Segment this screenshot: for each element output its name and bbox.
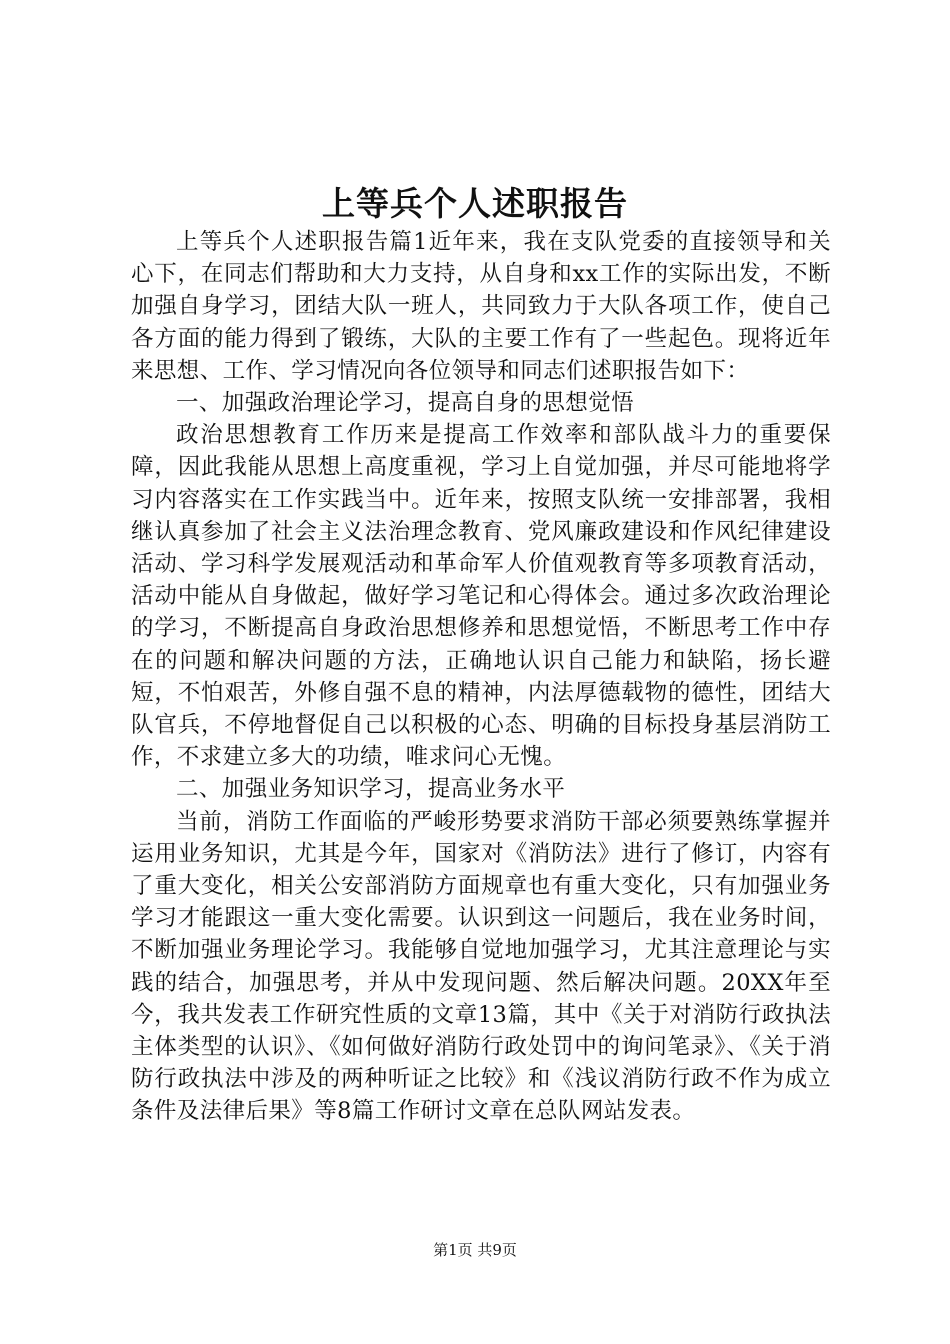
section-2-paragraph: 当前，消防工作面临的严峻形势要求消防干部必须要熟练掌握并运用业务知识，尤其是今年，国家对《消防法》进行了修订，内容有了重大变化，相关公安部消防方面规章也有重大变化，只有加强业务学习才能跟这一重大变化需要。认识到这一问题后，我在业务时间，不断加强业务理论学习。我能够自觉地加强学习，尤其注意理论与实践的结合，加强思考，并从中发现问题、然后解决问题。20XX年至今，我共发表工作研究性质的文章13篇，其中《关于对消防行政执法主体类型的认识》、《如何做好消防行政处罚中的询问笔录》、《关于消防行政执法中涉及的两种听证之比较》和《浅议消防行政不作为成立条件及法律后果》等8篇工作研讨文章在总队网站发表。 <box>131 808 831 1125</box>
section-heading-1: 一、加强政治理论学习，提高自身的思想觉悟 <box>176 390 635 417</box>
document-title: 上等兵个人述职报告 <box>322 184 628 223</box>
intro-paragraph: 上等兵个人述职报告篇1近年来，我在支队党委的直接领导和关心下，在同志们帮助和大力支持，从自身和xx工作的实际出发，不断加强自身学习，团结大队一班人，共同致力于大队各项工作，使自己各方面的能力得到了锻练，大队的主要工作有了一些起色。现将近年来思想、工作、学习情况向各位领导和同志们述职报告如下： <box>131 229 831 384</box>
document-body <box>131 226 831 1128</box>
section-1-paragraph: 政治思想教育工作历来是提高工作效率和部队战斗力的重要保障，因此我能从思想上高度重视，学习上自觉加强，并尽可能地将学习内容落实在工作实践当中。近年来，按照支队统一安排部署，我相继认真参加了社会主义法治理念教育、党风廉政建设和作风纪律建设活动、学习科学发展观活动和革命军人价值观教育等多项教育活动，活动中能从自身做起，做好学习笔记和心得体会。通过多次政治理论的学习，不断提高自身政治思想修养和思想觉悟，不断思考工作中存在的问题和解决问题的方法，正确地认识自己能力和缺陷，扬长避短，不怕艰苦，外修自强不息的精神，内法厚德载物的德性，团结大队官兵，不停地督促自己以积极的心态、明确的目标投身基层消防工作，不求建立多大的功绩，唯求问心无愧。 <box>131 422 831 771</box>
section-heading-2: 二、加强业务知识学习，提高业务水平 <box>176 776 566 803</box>
page-number-footer: 第1页 共9页 <box>433 1241 517 1259</box>
